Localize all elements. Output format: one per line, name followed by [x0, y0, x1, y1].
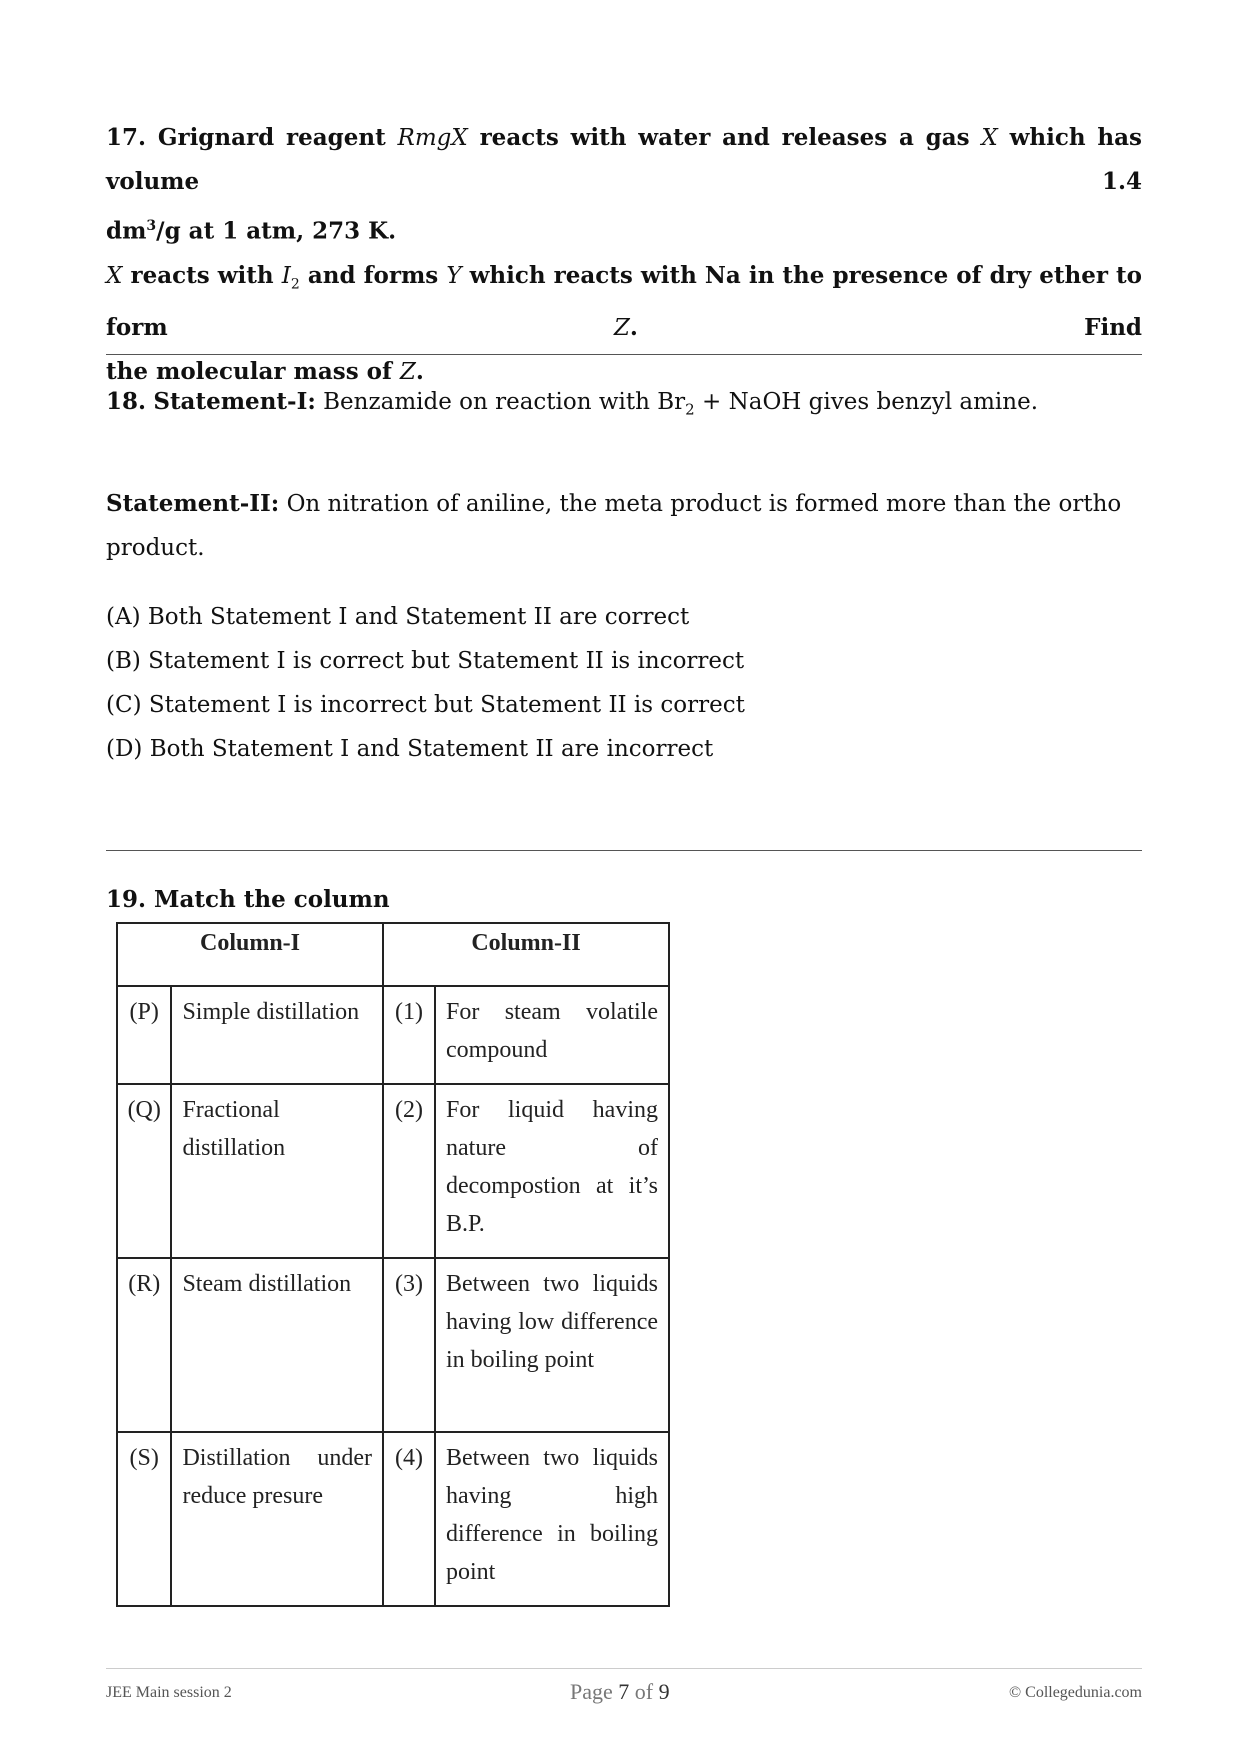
statement-1-text: Benzamide on reaction with Br: [323, 389, 686, 415]
column-2-cell: Between two liquids having low difference in boiling point: [435, 1258, 669, 1432]
q17-text: which reacts with Na in the presence of dry ether to form: [106, 261, 1143, 342]
q17-text: and forms: [307, 261, 439, 289]
statement-2-label: Statement-II:: [106, 489, 280, 517]
iodine-subscript: 2: [290, 276, 300, 293]
row-number: (4): [383, 1432, 435, 1606]
table-row: [117, 1258, 669, 1432]
bromine-subscript: 2: [685, 400, 695, 419]
table-row: [117, 1432, 669, 1606]
q17-superscript: 3: [146, 218, 157, 234]
statement-1-label: Statement-I:: [153, 388, 316, 415]
footer-divider: [106, 1668, 1142, 1669]
table-row: [117, 986, 669, 1084]
q17-text: reacts with water and releases a gas: [479, 124, 970, 151]
statement-2: [106, 482, 1142, 570]
row-label: (Q): [117, 1084, 171, 1258]
statement-1-text-end: + NaOH gives benzyl amine.: [702, 389, 1039, 415]
table-row: [117, 1084, 669, 1258]
q17-text: reacts with: [130, 261, 274, 289]
question-18: [106, 380, 1142, 570]
q17-text: /g at 1 atm, 273 K.: [156, 217, 397, 245]
statement-2-text: On nitration of aniline, the meta product is formed more than the ortho product.: [106, 490, 1122, 561]
option-c[interactable]: (C) Statement I is incorrect but Statement II is correct: [106, 692, 745, 718]
question-17: [106, 116, 1142, 394]
column-1-cell: Simple distillation: [171, 986, 383, 1084]
q17-line-2: [106, 204, 1142, 254]
row-label: (S): [117, 1432, 171, 1606]
row-number: (3): [383, 1258, 435, 1432]
column-2-header: Column-II: [383, 923, 669, 986]
iodine-letter: I: [281, 262, 291, 289]
x-symbol: X: [106, 262, 123, 289]
column-1-cell: Fractional distillation: [171, 1084, 383, 1258]
q17-text: . Find: [629, 314, 1142, 342]
option-a[interactable]: (A) Both Statement I and Statement II are correct: [106, 604, 690, 630]
divider: [106, 354, 1142, 355]
z-symbol: Z: [399, 359, 416, 386]
match-table: [116, 922, 670, 1607]
y-symbol: Y: [446, 262, 462, 289]
column-1-cell: Distillation under reduce presure: [171, 1432, 383, 1606]
page-total: 9: [658, 1679, 670, 1704]
question-19-title: 19. Match the column: [106, 886, 390, 913]
gas-symbol: X: [981, 125, 998, 151]
q17-text: .: [415, 358, 424, 386]
q17-line-1: [106, 116, 1142, 204]
page-label: Page: [570, 1679, 613, 1704]
q17-text: Grignard reagent: [157, 124, 386, 151]
answer-options: [106, 595, 745, 771]
footer-exam-name: JEE Main session 2: [106, 1684, 232, 1701]
footer-copyright: © Collegedunia.com: [1008, 1684, 1142, 1701]
row-label: (P): [117, 986, 171, 1084]
row-number: (1): [383, 986, 435, 1084]
page-number: 7: [618, 1679, 630, 1704]
question-number: 18.: [106, 388, 147, 415]
statement-1: [106, 380, 1142, 432]
column-1-header: Column-I: [117, 923, 383, 986]
q17-line-3: [106, 254, 1142, 351]
option-b[interactable]: (B) Statement I is correct but Statement II is incorrect: [106, 648, 745, 674]
question-number: 17.: [106, 124, 147, 151]
q17-text: which has volume 1.4: [106, 124, 1142, 195]
divider: [106, 850, 1142, 851]
option-d[interactable]: (D) Both Statement I and Statement II are incorrect: [106, 736, 714, 762]
page-indicator: [570, 1674, 670, 1710]
column-2-cell: Between two liquids having high difference in boiling point: [435, 1432, 669, 1606]
z-symbol: Z: [613, 315, 630, 342]
page-of-label: of: [634, 1679, 654, 1704]
column-2-cell: For liquid having nature of decompostion at it’s B.P.: [435, 1084, 669, 1258]
q17-text: the molecular mass of: [106, 358, 392, 386]
table-header-row: [117, 923, 669, 986]
reagent-symbol: RmgX: [397, 125, 468, 151]
row-number: (2): [383, 1084, 435, 1258]
iodine-symbol: [281, 262, 300, 293]
row-label: (R): [117, 1258, 171, 1432]
q17-text: dm: [106, 217, 147, 245]
column-1-cell: Steam distillation: [171, 1258, 383, 1432]
column-2-cell: For steam volatile compound: [435, 986, 669, 1084]
